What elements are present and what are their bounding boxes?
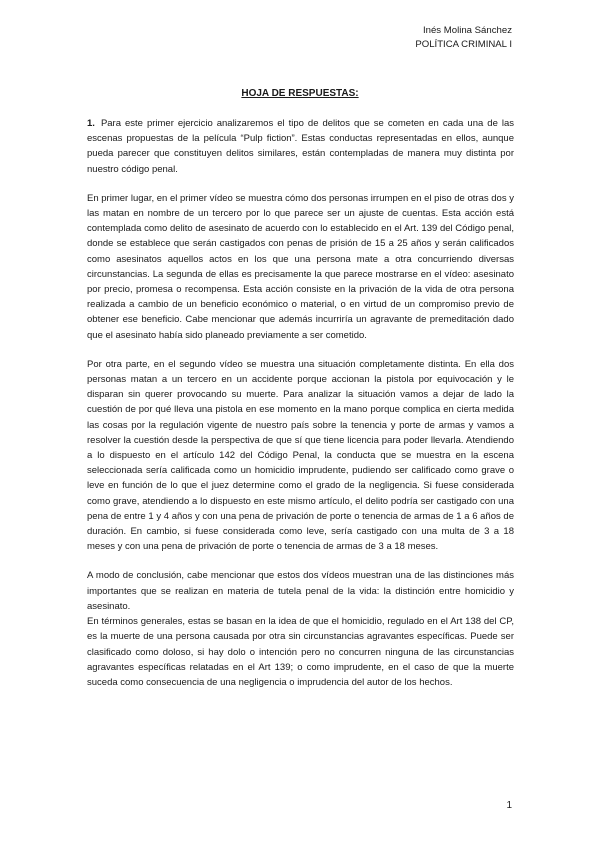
document-title: HOJA DE RESPUESTAS: (241, 88, 359, 99)
paragraph-2: En primer lugar, en el primer vídeo se muestra cómo dos personas irrumpen en el piso de otras dos y las matan en nombre de un tercero por lo que parece ser un ajuste de cuentas. Esta acción está contemplada como delito de asesinato de acuerdo con lo establecido en el Art. 139 del Código penal, donde se establece que serán castigados con penas de prisión de 15 a 25 años y serán calificados como asesinatos aquellos actos en los que una persona mate a otra concurriendo diversas circunstancias. La segunda de ellas es precisamente la que parece mostrarse en el vídeo: asesinato por precio, promesa o recompensa. Esta acción consiste en la privación de la vida de otra persona realizada a cambio de un beneficio económico o material, o en virtud de un compromiso previo de obtener ese beneficio. Cabe mencionar que además incurriría un agravante de premeditación dado que el asesinato había sido planeado previamente a ser cometido. (87, 192, 514, 341)
document-body (87, 116, 514, 690)
paragraph-1-text: Para este primer ejercicio analizaremos el tipo de delitos que se cometen en cada una de las escenas propuestas de la película “Pulp fiction”. Estas conductas representadas en ellos, aunque pueda parecer que constituyen delitos similares, están contempladas de manera muy distinta por nuestro código penal. (87, 118, 514, 175)
author-name: Inés Molina Sánchez (422, 25, 512, 36)
course-name: POLÍTICA CRIMINAL I (415, 39, 512, 50)
paragraph-3: Por otra parte, en el segundo vídeo se muestra una situación completamente distinta. En ella dos personas matan a un tercero en un accidente porque accionan la pistola por equivocación y le disparan sin querer provocando su muerte. Para analizar la situación vamos a dejar de lado la cuestión de por qué lleva una pistola en ese momento en la mano porque complica en cierta medida las cosas por la regulación vigente de nuestro país sobre la tenencia y porte de armas y vamos a resolver la cuestión desde la perspectiva de que sí que tiene licencia para poder llevarla. Atendiendo a lo dispuesto en el artículo 142 del Código Penal, la conducta que se muestra en la escena seleccionada sería calificada como un homicidio imprudente, pudiendo ser calificado como grave o leve en función de lo que el juez determine como el grado de la negligencia. Si fuese considerada como grave, atendiendo a lo dispuesto en este mismo artículo, el delito podría ser castigado con una pena de entre 1 y 4 años y con una pena de privación de porte o tenencia de armas de 1 a 6 años de duración. En cambio, si fuese considerada como leve, sería castigado con una multa de 3 a 18 meses y con una pena de privación de porte o tenencia de armas de 3 a 18 meses. (87, 358, 514, 553)
section-number: 1. (87, 118, 95, 129)
paragraph-1 (87, 116, 514, 177)
paragraph-5: En términos generales, estas se basan en la idea de que el homicidio, regulado en el Art 138 del CP, es la muerte de una persona causada por otra sin circunstancias agravantes específicas. Puede ser clasificado como doloso, si hay dolo o intención pero no concurren ninguna de las circunstancias agravantes específicas relatadas en el Art 139; o como imprudente, en el caso de que la muerte suceda como consecuencia de una negligencia o imprudencia del autor de los hechos. (87, 616, 514, 688)
page-number: 1 (506, 800, 512, 811)
page-header (415, 24, 512, 52)
paragraph-4: A modo de conclusión, cabe mencionar que estos dos vídeos muestran una de las distinciones más importantes que se realizan en materia de tutela penal de la vida: la distinción entre homicidio y asesinato. (87, 570, 514, 612)
